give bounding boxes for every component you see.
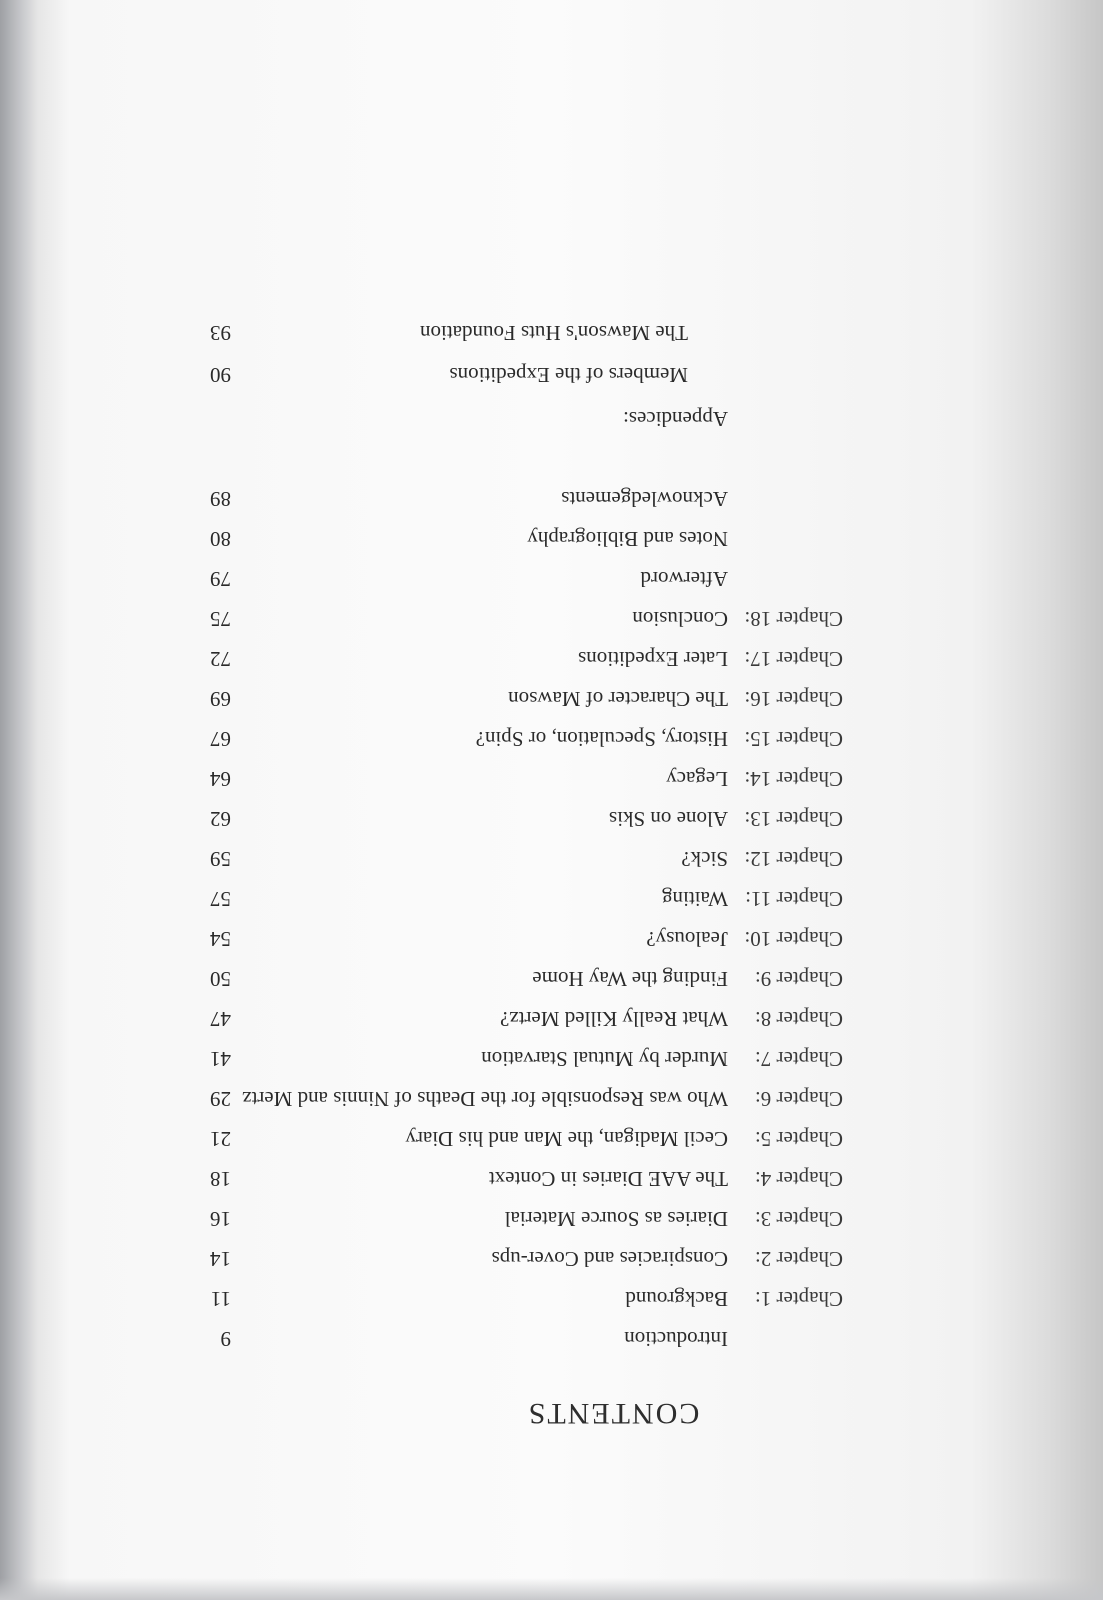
chapter-page: 59: [210, 847, 231, 871]
toc-entry-chapter: [183, 1204, 843, 1234]
chapter-page: 21: [210, 1127, 231, 1151]
chapter-label: Chapter 2:: [754, 1247, 843, 1271]
toc-entry-chapter: [183, 924, 843, 954]
toc-entry-introduction: [183, 1324, 843, 1354]
entry-page: 93: [210, 321, 231, 345]
toc-entry-appendix: [183, 318, 843, 348]
chapter-title: The Character of Mawson: [508, 687, 728, 711]
toc-entry-afterword: [183, 564, 843, 594]
chapter-label: Chapter 17:: [744, 647, 843, 671]
chapter-title: Cecil Madigan, the Man and his Diary: [405, 1127, 728, 1151]
chapter-page: 67: [210, 727, 231, 751]
entry-title: Members of the Expeditions: [449, 363, 688, 387]
chapter-page: 72: [210, 647, 231, 671]
toc-entry-chapter: [183, 1284, 843, 1314]
chapter-page: 11: [210, 1287, 231, 1311]
toc-entry-notes: [183, 524, 843, 554]
chapter-label: Chapter 7:: [754, 1047, 843, 1071]
chapter-label: Chapter 8:: [754, 1007, 843, 1031]
chapter-title: Later Expeditions: [578, 647, 728, 671]
appendices-heading: [183, 404, 843, 434]
chapter-title: What Really Killed Mertz?: [500, 1007, 728, 1031]
chapter-label: Chapter 4:: [754, 1167, 843, 1191]
chapter-page: 75: [210, 607, 231, 631]
chapter-page: 18: [210, 1167, 231, 1191]
chapter-label: Chapter 5:: [754, 1127, 843, 1151]
chapter-page: 47: [210, 1007, 231, 1031]
entry-page: 80: [210, 527, 231, 551]
chapter-label: Chapter 13:: [744, 807, 843, 831]
chapter-page: 14: [210, 1247, 231, 1271]
chapter-label: Chapter 15:: [744, 727, 843, 751]
entry-page: 9: [220, 1327, 231, 1351]
chapter-page: 64: [210, 767, 231, 791]
chapter-label: Chapter 14:: [744, 767, 843, 791]
chapter-label: Chapter 11:: [745, 887, 843, 911]
chapter-title: Waiting: [662, 887, 728, 911]
toc-entry-chapter: [183, 644, 843, 674]
toc-entry-chapter: [183, 884, 843, 914]
chapter-page: 50: [210, 967, 231, 991]
chapter-label: Chapter 3:: [754, 1207, 843, 1231]
chapter-title: Who was Responsible for the Deaths of Ninnis and Mertz: [242, 1087, 728, 1111]
toc-entry-chapter: [183, 1164, 843, 1194]
entry-page: 79: [210, 567, 231, 591]
chapter-page: 16: [210, 1207, 231, 1231]
toc-entry-chapter: [183, 804, 843, 834]
chapter-title: Legacy: [666, 767, 728, 791]
chapter-label: Chapter 12:: [744, 847, 843, 871]
chapter-page: 57: [210, 887, 231, 911]
chapter-title: Alone on Skis: [608, 807, 728, 831]
toc-entry-chapter: [183, 1124, 843, 1154]
chapter-title: The AAE Diaries in Context: [488, 1167, 728, 1191]
toc-entry-acknowledgements: [183, 484, 843, 514]
chapter-title: Conspiracies and Cover-ups: [491, 1247, 728, 1271]
chapter-page: 29: [210, 1087, 231, 1111]
toc-entry-chapter: [183, 764, 843, 794]
chapter-label: Chapter 10:: [744, 927, 843, 951]
chapter-title: Conclusion: [632, 607, 728, 631]
entry-title: The Mawson's Huts Foundation: [419, 321, 688, 345]
toc-entry-chapter: [183, 1244, 843, 1274]
chapter-label: Chapter 1:: [754, 1287, 843, 1311]
entry-title: Appendices:: [623, 407, 728, 431]
entry-title: Notes and Bibliography: [527, 527, 728, 551]
chapter-label: Chapter 6:: [754, 1087, 843, 1111]
toc-entry-chapter: [183, 1004, 843, 1034]
toc-entry-chapter: [183, 1084, 843, 1114]
chapter-title: Diaries as Source Material: [504, 1207, 728, 1231]
chapter-title: Murder by Mutual Starvation: [481, 1047, 728, 1071]
toc-entry-chapter: [183, 1044, 843, 1074]
entry-title: Afterword: [640, 567, 728, 591]
chapter-page: 62: [210, 807, 231, 831]
page-title: CONTENTS: [526, 1397, 700, 1430]
toc-entry-chapter: [183, 724, 843, 754]
toc-entry-chapter: [183, 684, 843, 714]
chapter-title: Jealousy?: [646, 927, 728, 951]
chapter-label: Chapter 16:: [744, 687, 843, 711]
entry-page: 89: [210, 487, 231, 511]
chapter-title: Sick?: [681, 847, 728, 871]
chapter-title: History, Speculation, or Spin?: [475, 727, 728, 751]
chapter-page: 41: [210, 1047, 231, 1071]
chapter-title: Background: [625, 1287, 728, 1311]
entry-title: Introduction: [624, 1327, 728, 1351]
entry-page: 90: [210, 363, 231, 387]
chapter-title: Finding the Way Home: [532, 967, 728, 991]
chapter-page: 54: [210, 927, 231, 951]
chapter-label: Chapter 9:: [754, 967, 843, 991]
toc-entry-chapter: [183, 604, 843, 634]
toc-entry-chapter: [183, 844, 843, 874]
entry-title: Acknowledgements: [561, 487, 728, 511]
toc-entry-appendix: [183, 360, 843, 390]
chapter-label: Chapter 18:: [744, 607, 843, 631]
chapter-page: 69: [210, 687, 231, 711]
toc-entry-chapter: [183, 964, 843, 994]
